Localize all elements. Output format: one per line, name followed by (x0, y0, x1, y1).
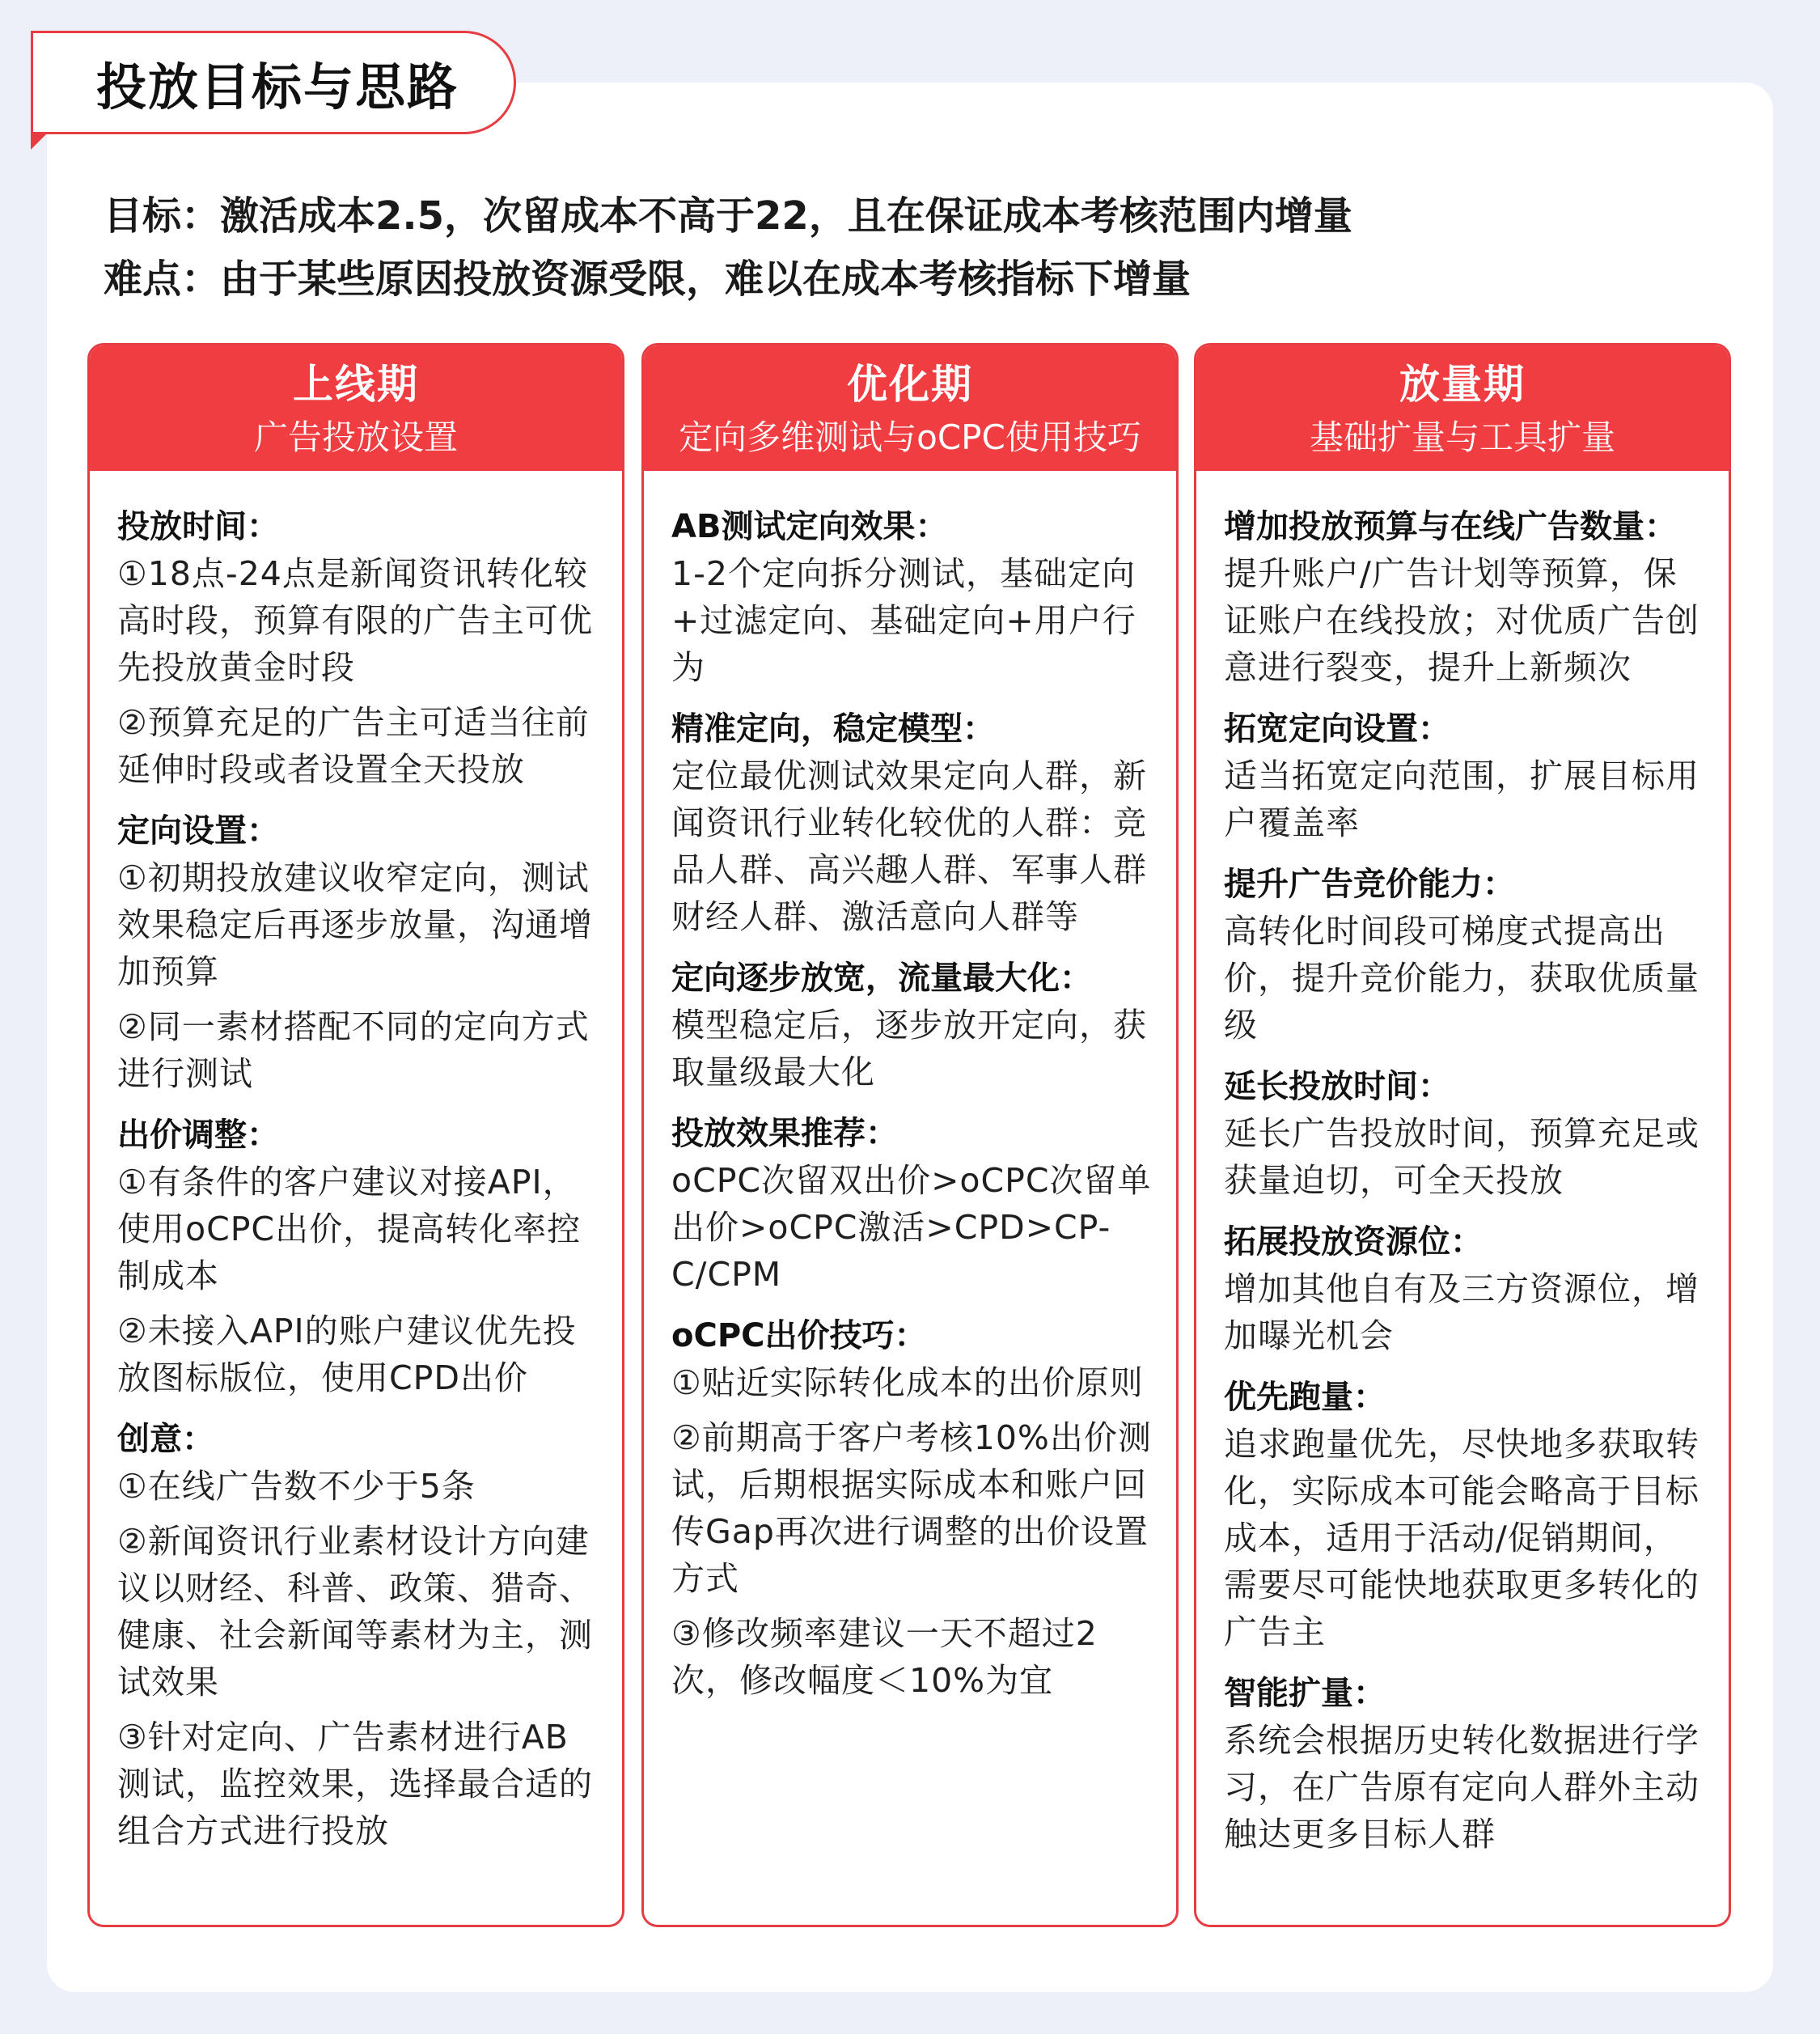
section (671, 955, 1152, 1095)
section-item: ②前期高于客户考核10%出价测试，后期根据实际成本和账户回传Gap再次进行调整的出价设置方式 (671, 1418, 1152, 1598)
column-body (90, 471, 622, 1854)
section (117, 503, 598, 793)
title-tab (31, 31, 516, 134)
section-heading: 出价调整： (117, 1117, 279, 1154)
section-item: ①在线广告数不少于5条 (117, 1467, 476, 1506)
page-title: 投放目标与思路 (96, 57, 459, 117)
section-item: ②预算充足的广告主可适当往前延伸时段或者设置全天投放 (117, 703, 590, 789)
column-optimize (641, 343, 1179, 1927)
section-item: 定位最优测试效果定向人群，新闻资讯行业转化较优的人群：竞品人群、高兴趣人群、军事人群财经人群、激活意向人群等 (671, 756, 1147, 936)
column-header (644, 345, 1176, 471)
section-item: 系统会根据历史转化数据进行学习，在广告原有定向人群外主动触达更多目标人群 (1224, 1721, 1699, 1854)
section-item: 适当拓宽定向范围，扩展目标用户覆盖率 (1224, 756, 1699, 842)
title-tab-notch (31, 132, 49, 150)
goals-block (104, 184, 1352, 311)
column-subtitle: 基础扩量与工具扩量 (1309, 417, 1615, 457)
section (671, 706, 1152, 940)
section-heading: 拓展投放资源位： (1224, 1223, 1483, 1261)
section-item: 追求跑量优先，尽快地多获取转化，实际成本可能会略高于目标成本，适用于活动/促销期间，需要尽可能快地获取更多转化的广告主 (1224, 1425, 1699, 1651)
section-item: oCPC次留双出价>oCPC次留单出价>oCPC激活>CPD>CP-C/CPM (671, 1161, 1152, 1294)
section-heading: 拓宽定向设置： (1224, 710, 1450, 748)
section-item: ②新闻资讯行业素材设计方向建议以财经、科普、政策、猎奇、健康、社会新闻等素材为主，测试效果 (117, 1522, 593, 1701)
section-item: 提升账户/广告计划等预算，保证账户在线投放；对优质广告创意进行裂变，提升上新频次 (1224, 554, 1699, 687)
section (117, 1112, 598, 1401)
section-item: 延长广告投放时间，预算充足或获量迫切，可全天投放 (1224, 1114, 1699, 1200)
section (117, 807, 598, 1097)
section-item: ②未接入API的账户建议优先投放图标版位，使用CPD出价 (117, 1312, 577, 1397)
section-heading: 创意： (117, 1421, 214, 1458)
section-heading: 投放效果推荐： (671, 1115, 898, 1152)
column-scale (1194, 343, 1731, 1927)
section (1224, 861, 1704, 1049)
section-item: ②同一素材搭配不同的定向方式进行测试 (117, 1007, 590, 1093)
section-item: ①18点-24点是新闻资讯转化较高时段，预算有限的广告主可优先投放黄金时段 (117, 554, 593, 687)
section-item: ③针对定向、广告素材进行AB测试，监控效果，选择最合适的组合方式进行投放 (117, 1718, 593, 1850)
section-heading: 定向逐步放宽，流量最大化： (671, 960, 1092, 997)
section-heading: 延长投放时间： (1224, 1068, 1450, 1105)
section (1224, 1670, 1704, 1858)
section-heading: 定向设置： (117, 812, 279, 850)
column-title: 优化期 (847, 361, 973, 408)
section-item: 增加其他自有及三方资源位，增加曝光机会 (1224, 1269, 1699, 1355)
goal-line: 目标：激活成本2.5，次留成本不高于22，且在保证成本考核范围内增量 (104, 193, 1352, 239)
section-heading: AB测试定向效果： (671, 508, 948, 545)
section-heading: 提升广告竞价能力： (1224, 866, 1515, 903)
section-item: 高转化时间段可梯度式提高出价，提升竞价能力，获取优质量级 (1224, 912, 1699, 1045)
section-heading: 智能扩量： (1224, 1675, 1386, 1712)
section (671, 503, 1152, 691)
section-heading: 优先跑量： (1224, 1379, 1386, 1416)
section-item: ①初期投放建议收窄定向，测试效果稳定后再逐步放量，沟通增加预算 (117, 858, 593, 991)
section-heading: 精准定向，稳定模型： (671, 710, 995, 748)
section-item: ①有条件的客户建议对接API，使用oCPC出价，提高转化率控制成本 (117, 1163, 582, 1295)
column-title: 放量期 (1399, 361, 1526, 408)
section (1224, 1218, 1704, 1359)
section-item: ①贴近实际转化成本的出价原则 (671, 1363, 1144, 1402)
section (671, 1110, 1152, 1298)
difficulty-line: 难点：由于某些原因投放资源受限，难以在成本考核指标下增量 (104, 256, 1191, 302)
section-item: ③修改频率建议一天不超过2次，修改幅度＜10%为宜 (671, 1614, 1098, 1700)
column-body (1196, 471, 1729, 1858)
column-body (644, 471, 1176, 1704)
column-launch (87, 343, 624, 1927)
section-item: 模型稳定后，逐步放开定向，获取量级最大化 (671, 1006, 1147, 1091)
section (1224, 1374, 1704, 1655)
section (117, 1416, 598, 1854)
section (1224, 1063, 1704, 1204)
section-heading: 增加投放预算与在线广告数量： (1224, 508, 1677, 545)
column-subtitle: 定向多维测试与oCPC使用技巧 (679, 417, 1141, 457)
column-title: 上线期 (293, 361, 419, 408)
section (1224, 706, 1704, 846)
section-item: 1-2个定向拆分测试，基础定向+过滤定向、基础定向+用户行为 (671, 554, 1136, 687)
column-header (1196, 345, 1729, 471)
column-header (90, 345, 622, 471)
section (1224, 503, 1704, 691)
column-subtitle: 广告投放设置 (253, 417, 458, 457)
section-heading: 投放时间： (117, 508, 279, 545)
section-heading: oCPC出价技巧： (671, 1317, 927, 1354)
section (671, 1312, 1152, 1704)
